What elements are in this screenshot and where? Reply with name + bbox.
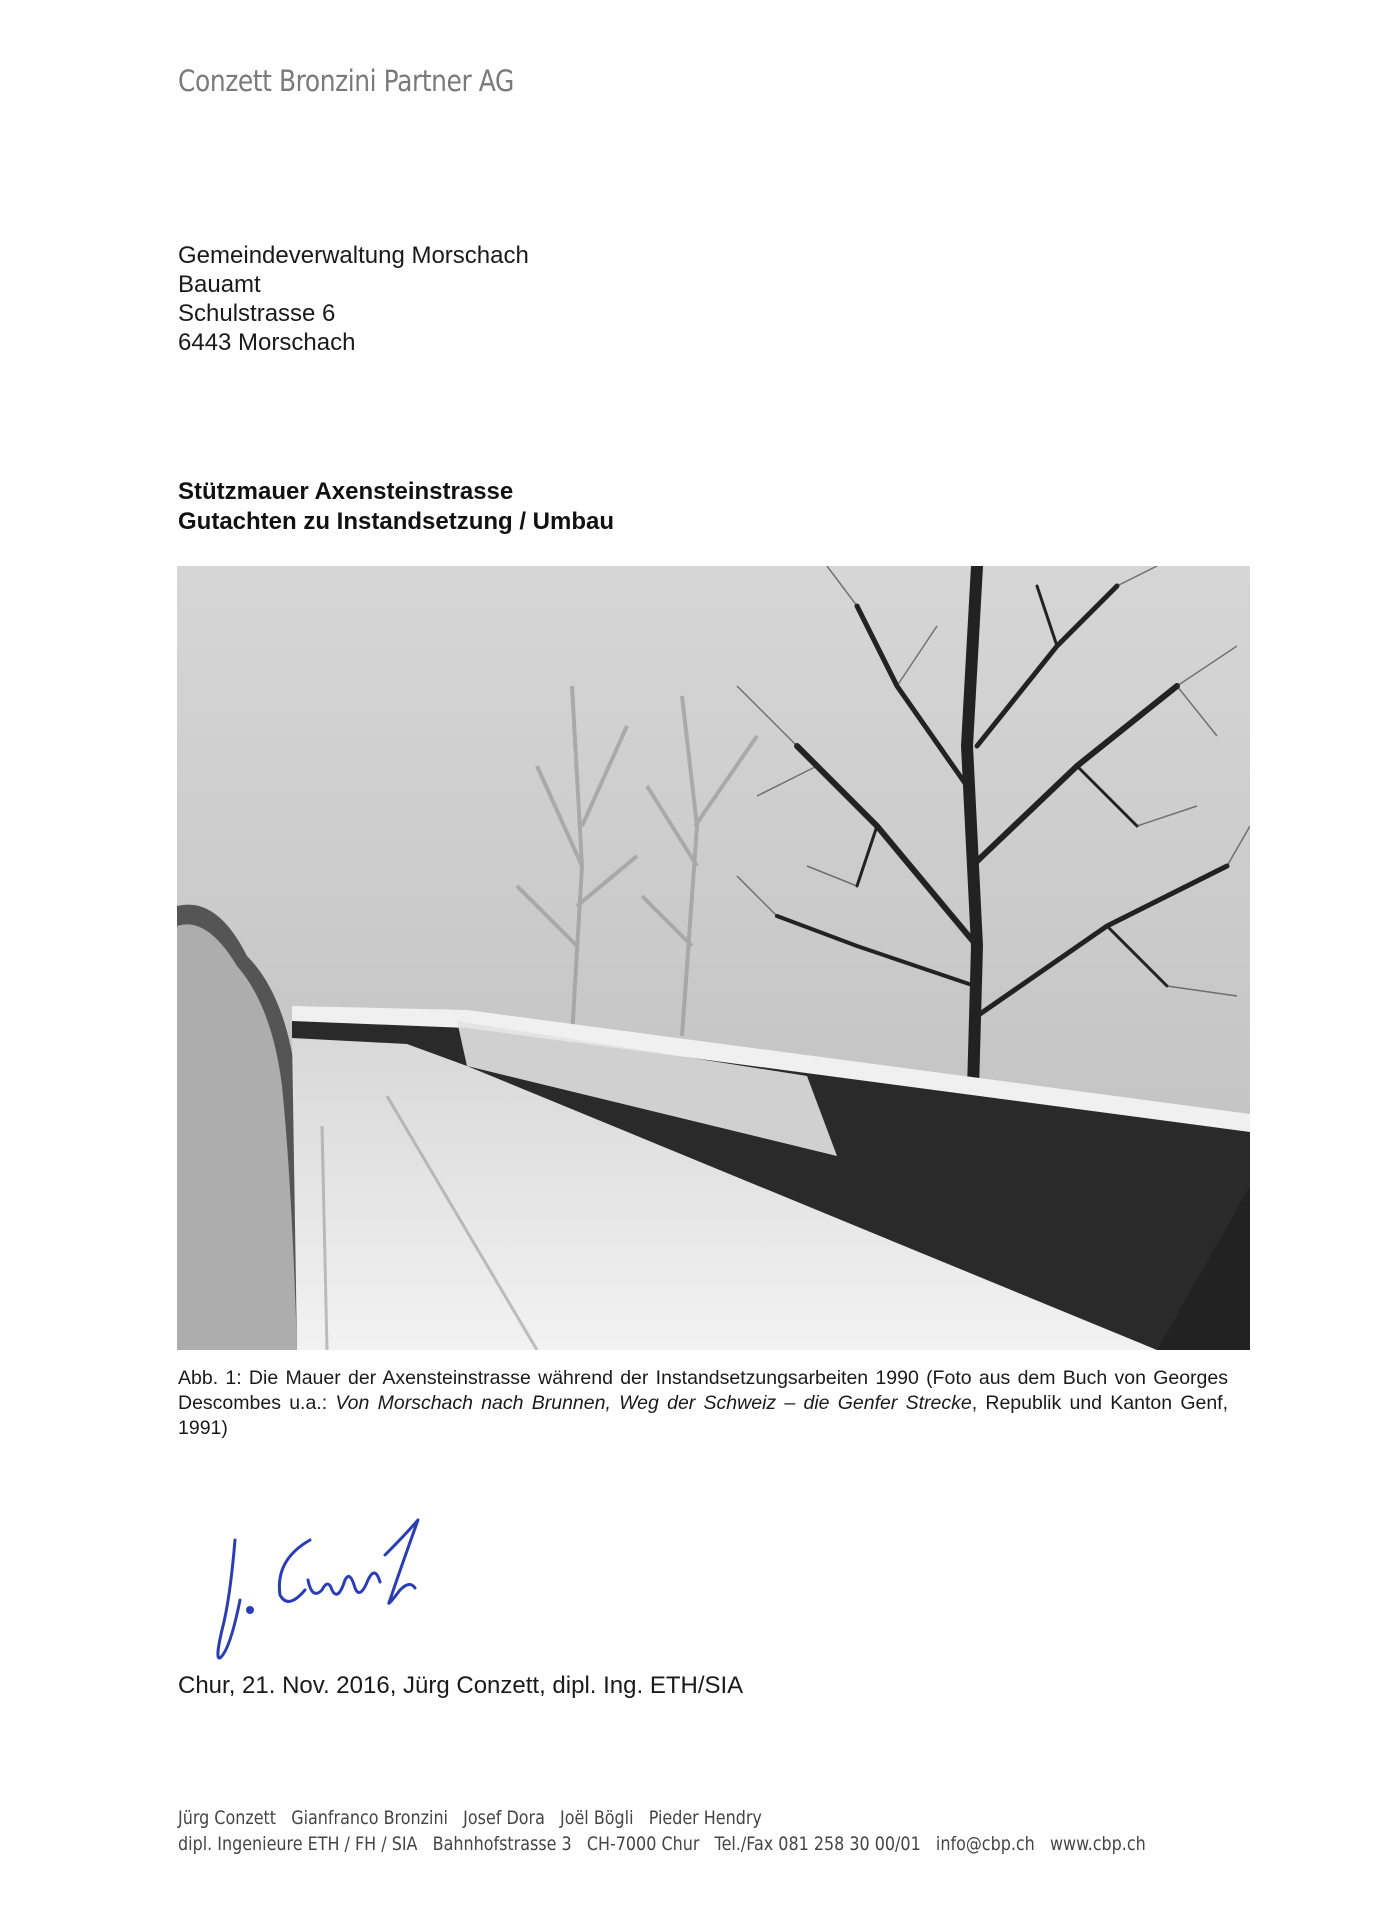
snow-road-photo	[177, 566, 1250, 1350]
partner-name: Pieder Hendry	[648, 1807, 762, 1829]
caption-text: Abb. 1: Die Mauer der Axensteinstrasse während der Instandsetzungsarbeiten 1990 (Foto aus dem Buch von Georges Descombes u.a.:	[178, 1367, 1228, 1414]
footer	[178, 1805, 1156, 1857]
footer-partners	[178, 1805, 1156, 1831]
partner-name: Gianfranco Bronzini	[291, 1807, 448, 1829]
recipient-address	[178, 241, 529, 357]
footer-phone: Tel./Fax 081 258 30 00/01	[714, 1833, 921, 1855]
partner-name: Josef Dora	[463, 1807, 545, 1829]
footer-city: CH-7000 Chur	[586, 1833, 700, 1855]
recipient-line: Gemeindeverwaltung Morschach	[178, 242, 529, 269]
subject-title: Stützmauer Axensteinstrasse	[178, 478, 514, 505]
footer-email[interactable]: info@cbp.ch	[935, 1833, 1035, 1855]
figure-photo	[177, 566, 1250, 1350]
subject	[178, 477, 614, 537]
partner-name: Joël Bögli	[560, 1807, 634, 1829]
caption-book-title: Von Morschach nach Brunnen, Weg der Schweiz – die Genfer Strecke	[335, 1392, 972, 1414]
recipient-line: Bauamt	[178, 271, 261, 298]
caption-text-end: , Republik und Kanton Genf, 1991)	[178, 1392, 1229, 1439]
recipient-line: 6443 Morschach	[178, 329, 356, 356]
recipient-line: Schulstrasse 6	[178, 300, 336, 327]
letterhead-company: Conzett Bronzini Partner AG	[178, 64, 514, 98]
subject-subtitle: Gutachten zu Instandsetzung / Umbau	[178, 508, 615, 535]
footer-contact	[178, 1831, 1156, 1857]
partner-name: Jürg Conzett	[178, 1807, 277, 1829]
signoff-line: Chur, 21. Nov. 2016, Jürg Conzett, dipl. Ing. ETH/SIA	[178, 1672, 744, 1699]
footer-street: Bahnhofstrasse 3	[432, 1833, 572, 1855]
handwritten-signature	[200, 1510, 440, 1670]
figure-caption	[178, 1366, 1228, 1441]
footer-qualification: dipl. Ingenieure ETH / FH / SIA	[178, 1833, 418, 1855]
footer-website[interactable]: www.cbp.ch	[1049, 1833, 1146, 1855]
